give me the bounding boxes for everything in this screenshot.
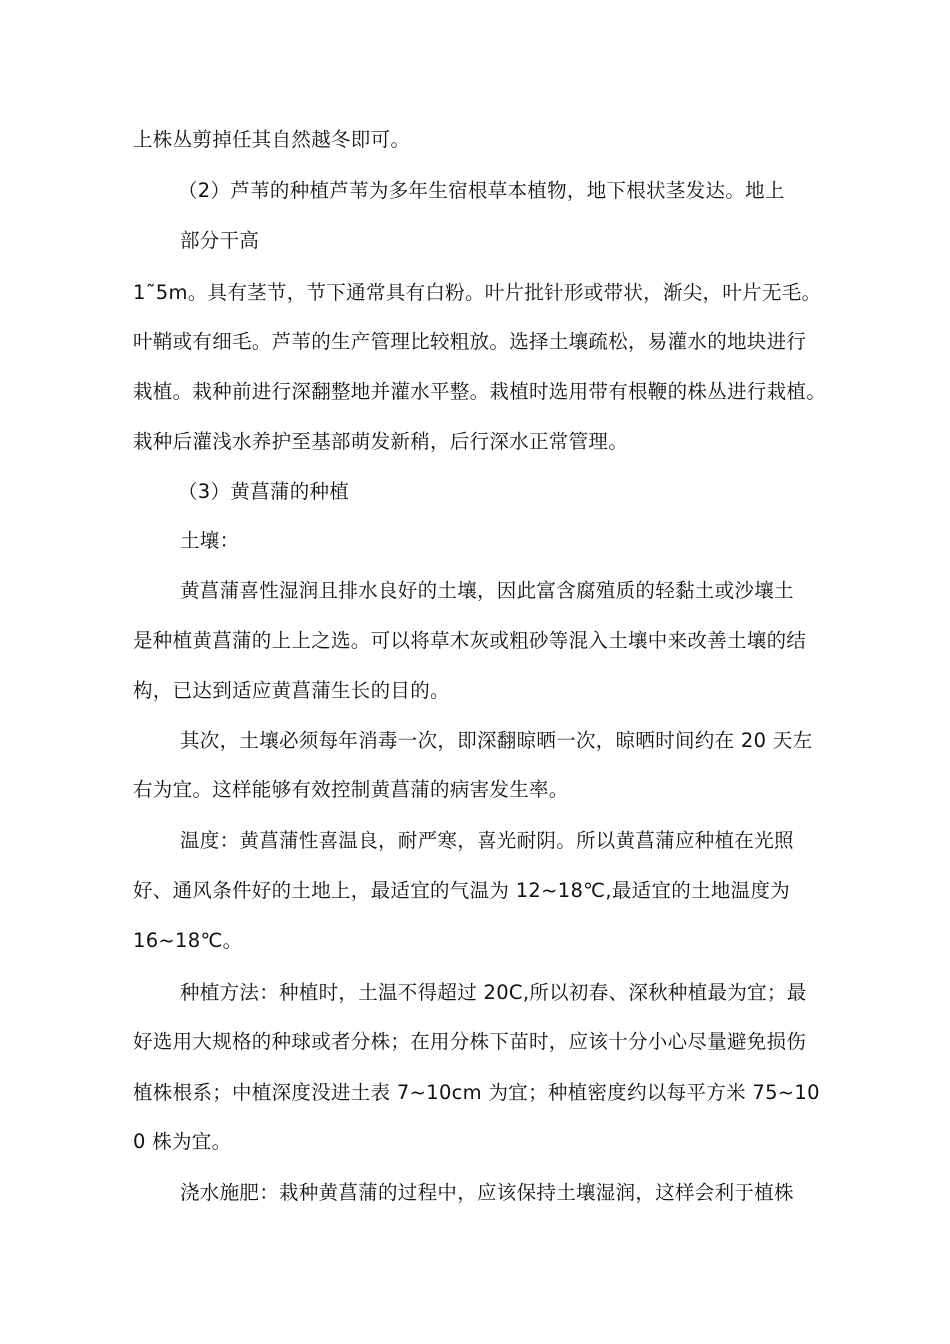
text-line: 右为宜。这样能够有效控制黄菖蒲的病害发生率。	[133, 778, 569, 801]
text-line: 黄菖蒲喜性湿润且排水良好的土壤，因此富含腐殖质的轻黏土或沙壤土	[180, 579, 794, 602]
text-line: 16~18℃。	[133, 929, 243, 952]
text-line: 其次，土壤必须每年消毒一次，即深翻晾晒一次，晾晒时间约在 20 天左	[180, 729, 813, 752]
subheading-soil: 土壤：	[180, 529, 240, 552]
text-line: 好选用大规格的种球或者分株；在用分株下苗时，应该十分小心尽量避免损伤	[133, 1030, 807, 1053]
text-line: 植株根系；中植深度没进土表 7~10cm 为宜；种植密度约以每平方米 75~10	[133, 1081, 820, 1104]
text-line: 上株丛剪掉任其自然越冬即可。	[133, 128, 411, 151]
section-heading-iris: （3）黄菖蒲的种植	[178, 480, 350, 503]
text-line: 1˜5m。具有茎节，节下通常具有白粉。叶片批针形或带状，渐尖，叶片无毛。	[133, 281, 822, 304]
section-heading-reed: （2）芦苇的种植芦苇为多年生宿根草本植物，地下根状茎发达。地上	[178, 179, 785, 202]
text-line: 种植方法：种植时，土温不得超过 20C,所以初春、深秋种植最为宜；最	[180, 981, 807, 1004]
text-line: 构，已达到适应黄菖蒲生长的目的。	[133, 679, 450, 702]
text-line: 栽植。栽种前进行深翻整地并灌水平整。栽植时选用带有根鞭的株丛进行栽植。	[133, 380, 827, 403]
text-line: 0 株为宜。	[133, 1130, 232, 1153]
text-line: 是种植黄菖蒲的上上之选。可以将草木灰或粗砂等混入土壤中来改善土壤的结	[133, 629, 807, 652]
text-line: 浇水施肥：栽种黄菖蒲的过程中，应该保持土壤湿润，这样会利于植株	[180, 1181, 794, 1204]
text-line: 叶鞘或有细毛。芦苇的生产管理比较粗放。选择土壤疏松，易灌水的地块进行	[133, 330, 807, 353]
text-line: 部分干高	[180, 229, 260, 252]
text-line: 栽种后灌浅水养护至基部萌发新稍，后行深水正常管理。	[133, 430, 629, 453]
text-line: 好、通风条件好的土地上，最适宜的气温为 12~18℃,最适宜的土地温度为	[133, 879, 791, 902]
text-line: 温度：黄菖蒲性喜温良，耐严寒，喜光耐阴。所以黄菖蒲应种植在光照	[180, 829, 794, 852]
